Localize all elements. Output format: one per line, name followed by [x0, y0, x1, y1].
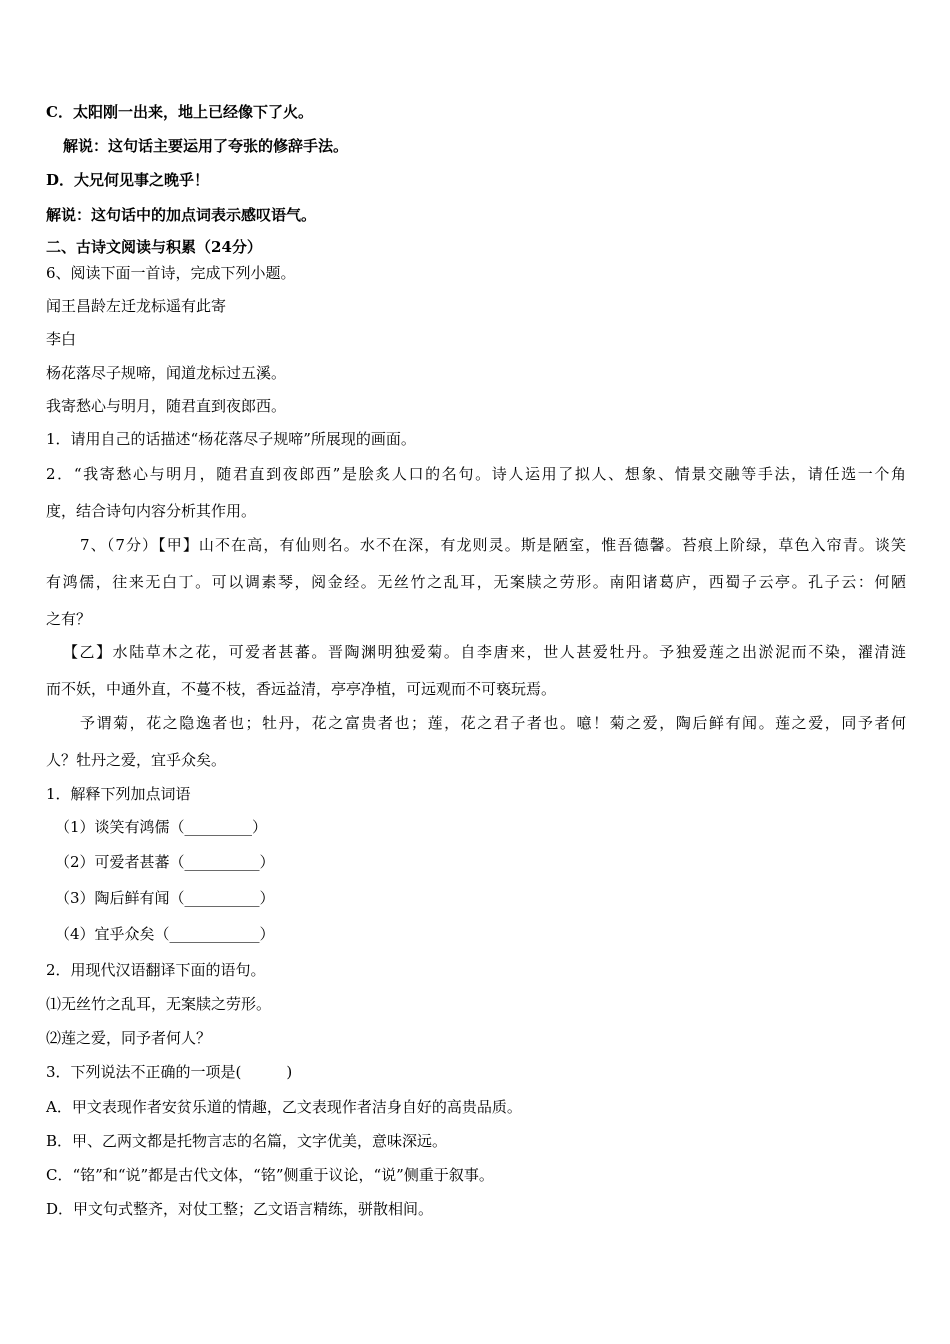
q7-sub1-item-4: （4）宜乎众矣（____________）	[55, 925, 275, 943]
q7-yi-line3: 予谓菊，花之隐逸者也；牡丹，花之富贵者也；莲，花之君子者也。噫！菊之爱，陶后鲜有闻。莲之爱，同予者何	[80, 714, 906, 732]
option-d: D．大兄何见事之晚乎！	[46, 171, 210, 189]
q7-sub2-item-1: ⑴无丝竹之乱耳，无案牍之劳形。	[46, 995, 272, 1013]
q6-sub1: 1．请用自己的话描述“杨花落尽子规啼”所展现的画面。	[46, 430, 416, 448]
q7-jia-line2: 有鸿儒，往来无白丁。可以调素琴，阅金经。无丝竹之乱耳，无案牍之劳形。南阳诸葛庐，西蜀子云亭。孔子云：何陋	[46, 573, 906, 591]
poem-title: 闻王昌龄左迁龙标遥有此寄	[46, 297, 227, 315]
q7-sub3: 3．下列说法不正确的一项是( )	[46, 1063, 293, 1081]
q7-yi-line1: 【乙】水陆草木之花，可爱者甚蕃。晋陶渊明独爱菊。自李唐来，世人甚爱牡丹。予独爱莲之出淤泥而不染，濯清涟	[63, 643, 906, 661]
q7-yi-line4: 人？牡丹之爱，宜乎众矣。	[46, 751, 227, 769]
q7-sub3-option-c: C．“铭”和“说”都是古代文体，“铭”侧重于议论，“说”侧重于叙事。	[46, 1166, 494, 1184]
poem-line-2: 我寄愁心与明月，随君直到夜郎西。	[46, 397, 287, 415]
option-d-note: 解说：这句话中的加点词表示感叹语气。	[46, 206, 317, 224]
q6-sub2-line1: 2．“我寄愁心与明月，随君直到夜郎西”是脍炙人口的名句。诗人运用了拟人、想象、情景交融等手法，请任选一个角	[46, 465, 906, 483]
q7-sub2-item-2: ⑵莲之爱，同予者何人？	[46, 1029, 212, 1047]
option-c-note: 解说：这句话主要运用了夸张的修辞手法。	[63, 137, 349, 155]
q7-sub1-item-1: （1）谈笑有鸿儒（_________）	[55, 818, 268, 836]
q7-sub3-option-b: B．甲、乙两文都是托物言志的名篇，文字优美，意味深远。	[46, 1132, 448, 1150]
q7-sub3-option-a: A．甲文表现作者安贫乐道的情趣，乙文表现作者洁身自好的高贵品质。	[46, 1098, 522, 1116]
q7-sub1-item-3: （3）陶后鲜有闻（__________）	[55, 889, 275, 907]
q7-jia-line1: 7、（7分）【甲】山不在高，有仙则名。水不在深，有龙则灵。斯是陋室，惟吾德馨。苔痕上阶绿，草色入帘青。谈笑	[80, 536, 906, 554]
poem-line-1: 杨花落尽子规啼，闻道龙标过五溪。	[46, 364, 287, 382]
poem-author: 李白	[46, 330, 77, 348]
q7-yi-line2: 而不妖，中通外直，不蔓不枝，香远益清，亭亭净植，可远观而不可亵玩焉。	[46, 680, 557, 698]
q7-sub1-item-2: （2）可爱者甚蕃（__________）	[55, 853, 275, 871]
q6-intro: 6、阅读下面一首诗，完成下列小题。	[46, 264, 296, 282]
q7-sub1: 1．解释下列加点词语	[46, 785, 191, 803]
q7-sub2: 2．用现代汉语翻译下面的语句。	[46, 961, 266, 979]
q7-sub3-option-d: D．甲文句式整齐，对仗工整；乙文语言精练，骈散相间。	[46, 1200, 434, 1218]
section-heading: 二、古诗文阅读与积累（24分）	[46, 238, 262, 256]
option-c: C．太阳刚一出来，地上已经像下了火。	[46, 103, 313, 121]
q7-jia-line3: 之有？	[46, 610, 92, 628]
q6-sub2-line2: 度，结合诗句内容分析其作用。	[46, 502, 257, 520]
